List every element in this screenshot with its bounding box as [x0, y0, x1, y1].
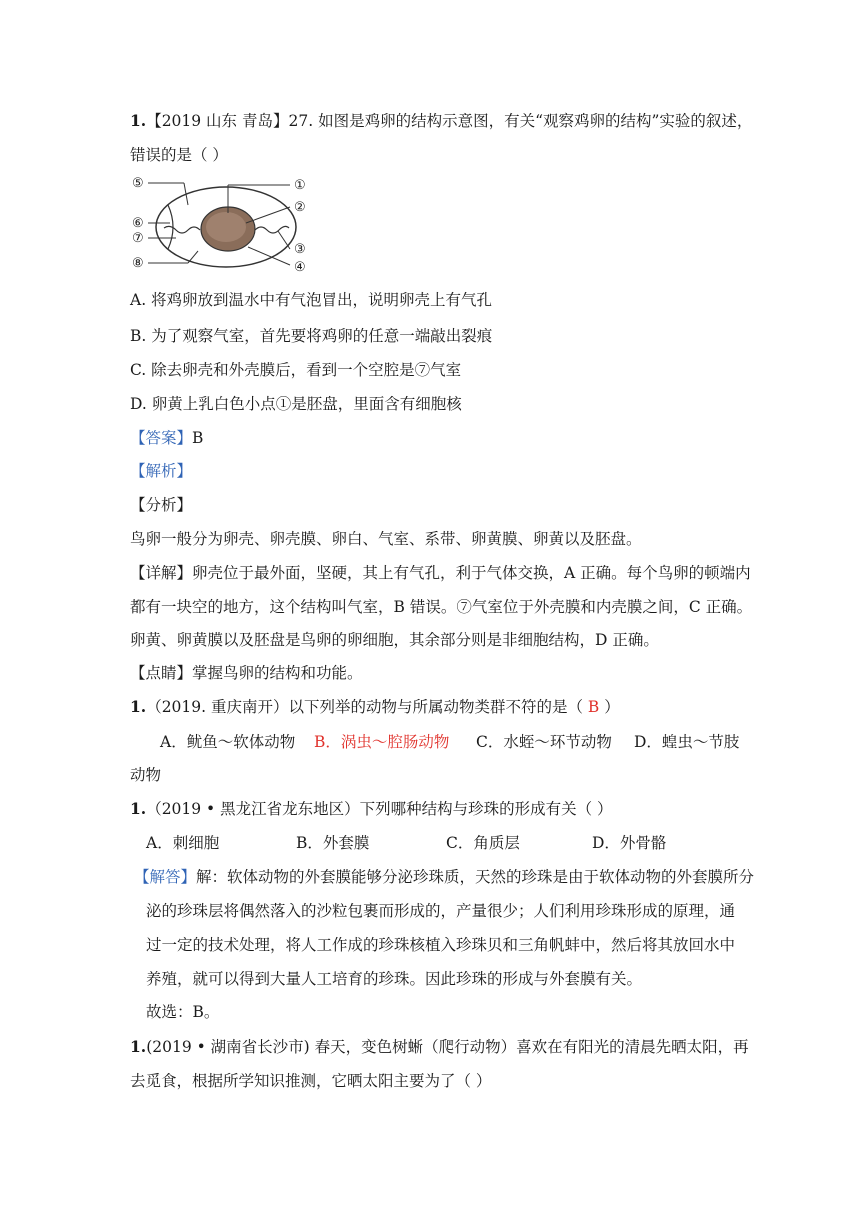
label-2: ②	[294, 200, 306, 215]
q3-answer-line2: 泌的珍珠层将偶然落入的沙粒包裹而形成的，产量很少；人们利用珍珠形成的原理，通	[146, 902, 736, 920]
q2-stem	[130, 696, 620, 718]
q2-answer: B	[587, 698, 600, 716]
q4-stem-text1: (2019 • 湖南省长沙市) 春天，变色树蜥（爬行动物）喜欢在有阳光的清晨先晒太阳，再	[146, 1038, 749, 1056]
q2-option-b: B．涡虫～腔肠动物	[314, 733, 450, 751]
q4-stem-line1	[130, 1036, 749, 1058]
q1-answer-row	[130, 427, 203, 449]
q1-option-c: C. 除去卵壳和外壳膜后，看到一个空腔是⑦气室	[130, 361, 462, 379]
q1-stem-text: 【2019 山东 青岛】27. 如图是鸡卵的结构示意图，有关“观察鸡卵的结构”实验的叙述，	[146, 112, 753, 130]
q3-option-d: D．外骨骼	[592, 834, 667, 852]
q1-option-d: D. 卵黄上乳白色小点①是胚盘，里面含有细胞核	[130, 395, 462, 413]
q1-number: 1.	[130, 111, 147, 130]
q3-option-a: A．刺细胞	[146, 834, 220, 852]
q3-choice: 故选：B。	[146, 1003, 220, 1021]
q1-point-tag: 【点睛】	[130, 664, 193, 682]
q1-point-row	[130, 662, 363, 684]
label-7: ⑦	[132, 231, 144, 246]
q3-option-b: B．外套膜	[296, 834, 370, 852]
label-1: ①	[294, 178, 306, 193]
q3-answer-line4: 养殖，就可以得到大量人工培育的珍珠。因此珍珠的形成与外套膜有关。	[146, 970, 643, 988]
q2-stem-end: ）	[599, 698, 620, 716]
q4-number: 1.	[130, 1037, 147, 1056]
q1-detail-line2: 都有一块空的地方，这个结构叫气室，B 错误。⑦气室位于外壳膜和内壳膜之间，C 正确。	[130, 598, 753, 616]
q1-detail-line3: 卵黄、卵黄膜以及胚盘是鸟卵的卵细胞，其余部分则是非细胞结构，D 正确。	[130, 631, 659, 649]
q2-option-d: D．蝗虫～节肢	[634, 733, 740, 751]
label-6: ⑥	[132, 216, 144, 231]
q3-option-c: C．角质层	[446, 834, 520, 852]
q1-fenxi-tag: 【分析】	[130, 496, 193, 514]
label-5: ⑤	[132, 176, 144, 191]
q1-stem-line2: 错误的是（ ）	[130, 146, 228, 164]
q2-number: 1.	[130, 697, 147, 716]
egg-structure-diagram	[128, 175, 314, 275]
q1-detail-line1	[130, 562, 751, 584]
q2-stem-text: （2019. 重庆南开）以下列举的动物与所属动物类群不符的是（	[146, 698, 588, 716]
q1-stem-line1	[130, 110, 752, 132]
q1-point-text: 掌握鸟卵的结构和功能。	[192, 664, 363, 682]
label-3: ③	[294, 242, 306, 257]
q3-answer-tag: 【解答】	[134, 868, 197, 886]
label-4: ④	[294, 260, 306, 275]
q3-answer-line3: 过一定的技术处理，将人工作成的珍珠核植入珍珠贝和三角帆蚌中，然后将其放回水中	[146, 936, 736, 954]
q1-fenxi-text: 鸟卵一般分为卵壳、卵壳膜、卵白、气室、系带、卵黄膜、卵黄以及胚盘。	[130, 530, 642, 548]
q1-detail-text1: 卵壳位于最外面，坚硬，其上有气孔，利于气体交换，A 正确。每个鸟卵的顿端内	[192, 564, 751, 582]
q2-option-c: C．水蛭～环节动物	[476, 733, 612, 751]
q1-detail-tag: 【详解】	[130, 564, 193, 582]
q1-answer-value: B	[192, 429, 204, 447]
q3-stem-text: （2019 • 黑龙江省龙东地区）下列哪种结构与珍珠的形成有关（ ）	[146, 800, 613, 818]
label-8: ⑧	[132, 256, 144, 271]
q2-option-d-wrap: 动物	[130, 766, 162, 784]
q4-stem-line2: 去觅食，根据所学知识推测，它晒太阳主要为了（ ）	[130, 1072, 492, 1090]
q1-option-b: B. 为了观察气室，首先要将鸡卵的任意一端敲出裂痕	[130, 327, 493, 345]
q3-answer-text1: 解：软体动物的外套膜能够分泌珍珠质，天然的珍珠是由于软体动物的外套膜所分	[196, 868, 755, 886]
q3-number: 1.	[130, 799, 147, 818]
q3-answer-line1	[134, 866, 754, 888]
q1-option-a: A. 将鸡卵放到温水中有气泡冒出，说明卵壳上有气孔	[130, 291, 493, 309]
q1-analysis-tag: 【解析】	[130, 462, 193, 480]
q3-stem	[130, 798, 613, 820]
yolk-texture	[206, 212, 246, 242]
q1-answer-tag: 【答案】	[130, 429, 193, 447]
q2-option-a: A．鱿鱼～软体动物	[160, 733, 296, 751]
